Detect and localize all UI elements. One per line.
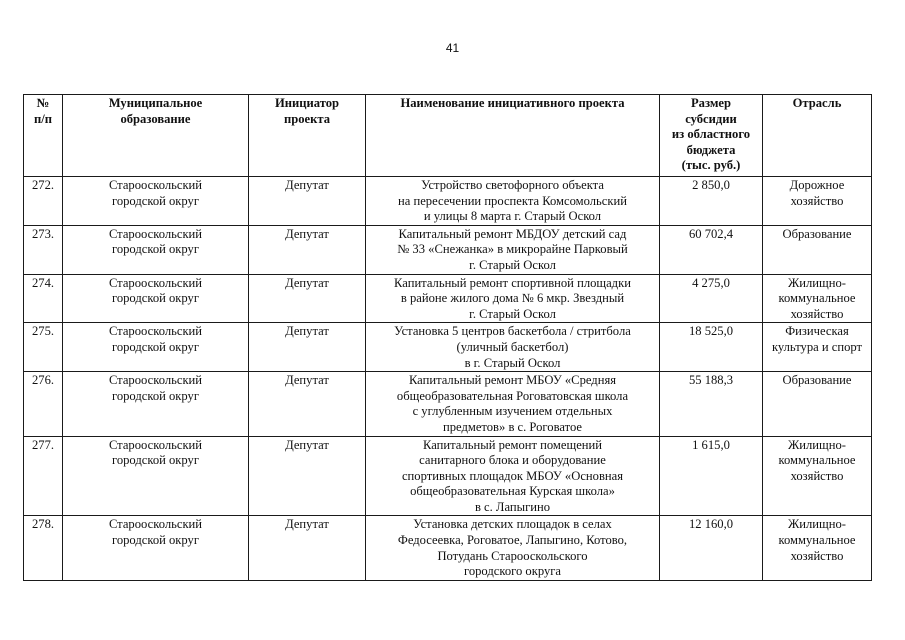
row-subsidy: 55 188,3 <box>660 372 763 436</box>
row-sector: Жилищно- коммунальное хозяйство <box>763 436 872 516</box>
row-sector: Жилищно- коммунальное хозяйство <box>763 274 872 323</box>
header-num: № п/п <box>24 95 63 177</box>
row-number: 277. <box>24 436 63 516</box>
row-project-name: Капитальный ремонт спортивной площадки в районе жилого дома № 6 мкр. Звездный г. Старый Оскол <box>366 274 660 323</box>
row-municipality: Старооскольский городской округ <box>63 225 249 274</box>
row-sector: Дорожное хозяйство <box>763 177 872 226</box>
row-municipality: Старооскольский городской округ <box>63 274 249 323</box>
table-body <box>24 177 872 581</box>
row-municipality: Старооскольский городской округ <box>63 372 249 436</box>
row-sector: Образование <box>763 225 872 274</box>
table-row <box>24 372 872 436</box>
row-municipality: Старооскольский городской округ <box>63 516 249 580</box>
row-project-name: Установка детских площадок в селах Федосеевка, Роговатое, Лапыгино, Котово, Потудань Старооскольского городского округа <box>366 516 660 580</box>
row-number: 273. <box>24 225 63 274</box>
row-number: 278. <box>24 516 63 580</box>
row-number: 272. <box>24 177 63 226</box>
page-number: 41 <box>445 41 460 55</box>
row-number: 275. <box>24 323 63 372</box>
row-initiator: Депутат <box>249 225 366 274</box>
row-project-name: Устройство светофорного объекта на пересечении проспекта Комсомольский и улицы 8 марта г. Старый Оскол <box>366 177 660 226</box>
row-initiator: Депутат <box>249 516 366 580</box>
header-initiator: Инициатор проекта <box>249 95 366 177</box>
row-number: 276. <box>24 372 63 436</box>
row-subsidy: 12 160,0 <box>660 516 763 580</box>
header-municipality: Муниципальное образование <box>63 95 249 177</box>
row-project-name: Установка 5 центров баскетбола / стритбола (уличный баскетбол) в г. Старый Оскол <box>366 323 660 372</box>
table-header <box>24 95 872 177</box>
row-sector: Образование <box>763 372 872 436</box>
header-project: Наименование инициативного проекта <box>366 95 660 177</box>
table-row <box>24 516 872 580</box>
row-number: 274. <box>24 274 63 323</box>
row-initiator: Депутат <box>249 274 366 323</box>
row-initiator: Депутат <box>249 323 366 372</box>
projects-table <box>23 94 872 581</box>
header-sector: Отрасль <box>763 95 872 177</box>
row-sector: Жилищно- коммунальное хозяйство <box>763 516 872 580</box>
row-initiator: Депутат <box>249 436 366 516</box>
table-row <box>24 323 872 372</box>
row-municipality: Старооскольский городской округ <box>63 323 249 372</box>
row-municipality: Старооскольский городской округ <box>63 177 249 226</box>
header-subsidy: Размер субсидии из областного бюджета (тыс. руб.) <box>660 95 763 177</box>
table-row <box>24 436 872 516</box>
table-row <box>24 177 872 226</box>
row-initiator: Депутат <box>249 177 366 226</box>
header-row <box>24 95 872 177</box>
row-subsidy: 60 702,4 <box>660 225 763 274</box>
row-subsidy: 1 615,0 <box>660 436 763 516</box>
row-project-name: Капитальный ремонт помещений санитарного блока и оборудование спортивных площадок МБОУ «Основная общеобразовательная Курская школа» в с. Лапыгино <box>366 436 660 516</box>
row-project-name: Капитальный ремонт МБДОУ детский сад № 33 «Снежанка» в микрорайне Парковый г. Старый Оскол <box>366 225 660 274</box>
row-subsidy: 4 275,0 <box>660 274 763 323</box>
table-row <box>24 274 872 323</box>
row-municipality: Старооскольский городской округ <box>63 436 249 516</box>
row-sector: Физическая культура и спорт <box>763 323 872 372</box>
row-subsidy: 2 850,0 <box>660 177 763 226</box>
row-initiator: Депутат <box>249 372 366 436</box>
row-subsidy: 18 525,0 <box>660 323 763 372</box>
row-project-name: Капитальный ремонт МБОУ «Средняя общеобразовательная Роговатовская школа с углубленным изучением отдельных предметов» в с. Роговатое <box>366 372 660 436</box>
table-row <box>24 225 872 274</box>
